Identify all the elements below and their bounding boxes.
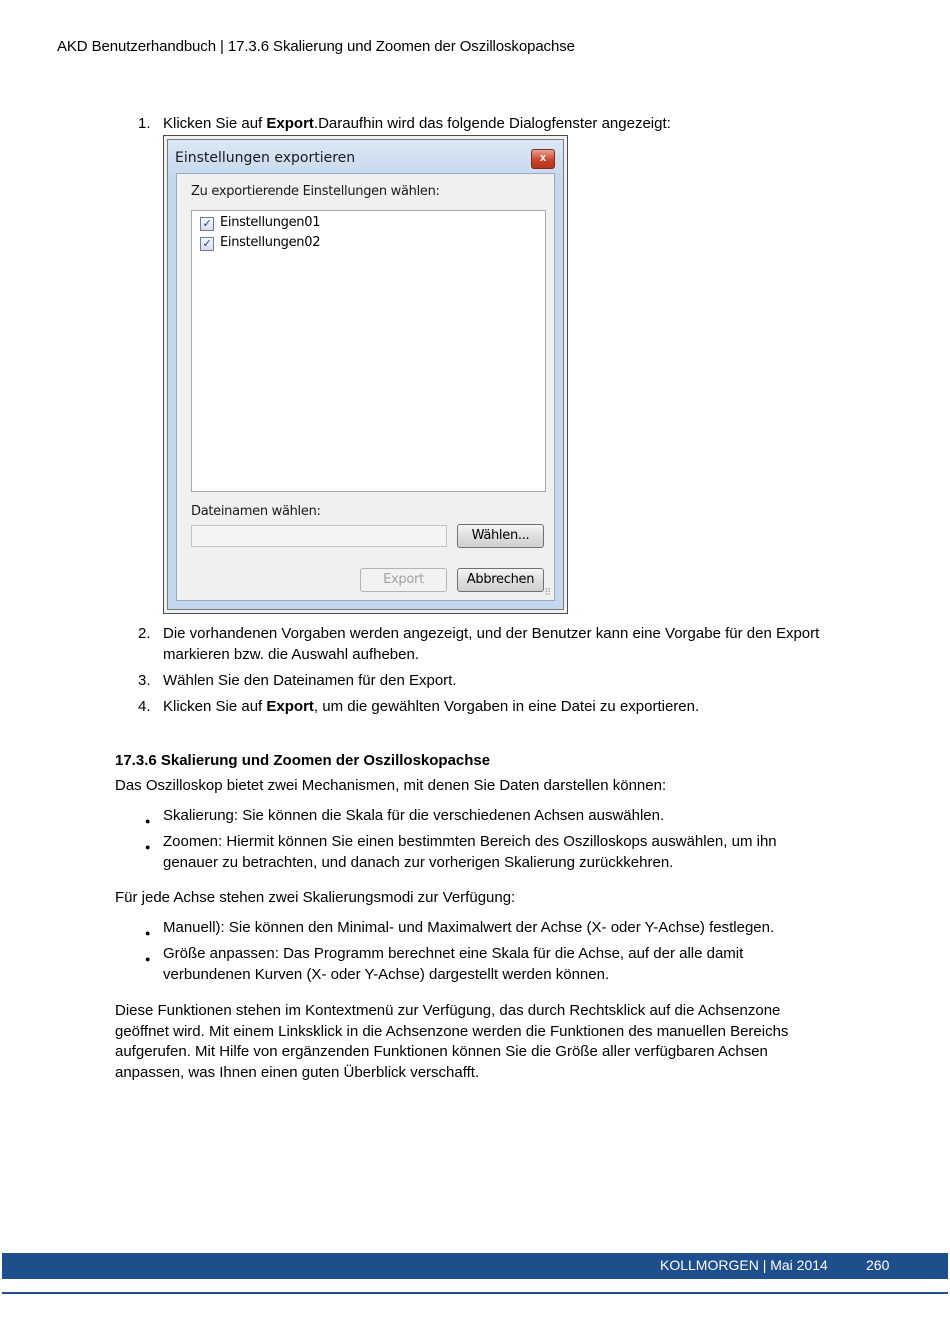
list-item-label: Einstellungen02	[220, 235, 321, 250]
choose-button[interactable]: Wählen...	[457, 524, 544, 548]
checkbox-checked-icon[interactable]: ✓	[200, 217, 214, 231]
bullet-icon: ●	[145, 816, 151, 826]
step-text: Die vorhandenen Vorgaben werden angezeigt, und der Benutzer kann eine Vorgabe für den Export markieren bzw. die Auswahl aufheben.	[163, 625, 820, 663]
checkbox-checked-icon[interactable]: ✓	[200, 237, 214, 251]
step-text	[163, 697, 833, 718]
dialog-title: Einstellungen exportieren	[175, 150, 356, 166]
step-number: 4.	[138, 698, 151, 715]
section-intro: Das Oszilloskop bietet zwei Mechanismen, mit denen Sie Daten darstellen können:	[115, 777, 667, 794]
filename-label: Dateinamen wählen:	[191, 504, 321, 519]
footer-brand: KOLLMORGEN | Mai 2014	[660, 1257, 828, 1273]
resize-grip-icon[interactable]: ⠿	[544, 587, 551, 597]
filename-field[interactable]	[191, 525, 447, 547]
paragraph: Für jede Achse stehen zwei Skalierungsmodi zur Verfügung:	[115, 889, 516, 906]
footer-divider	[2, 1292, 948, 1294]
bullet-text: Größe anpassen: Das Programm berechnet eine Skala für die Achse, auf der alle damit verbundenen Kurven (X- oder Y-Achse) dargestellt werden können.	[163, 945, 744, 983]
step-text-pre: Klicken Sie auf	[163, 698, 267, 715]
list-label: Zu exportierende Einstellungen wählen:	[191, 184, 440, 199]
step-text-post: .Daraufhin wird das folgende Dialogfenster angezeigt:	[313, 115, 671, 132]
bullet-icon: ●	[145, 954, 151, 964]
paragraph: Diese Funktionen stehen im Kontextmenü zur Verfügung, das durch Rechtsklick auf die Achsenzone geöffnet wird. Mit einem Linksklick in die Achsenzone werden die Funktionen des manuellen Bereichs aufgerufen. Mit Hilfe von ergänzenden Funktionen können Sie die Größe aller verfügbaren Achsen anpassen, was Ihnen einen guten Überblick verschafft.	[115, 1002, 789, 1081]
export-button[interactable]: Export	[360, 568, 447, 592]
step-text: Wählen Sie den Dateinamen für den Export.	[163, 672, 457, 689]
step-number: 2.	[138, 625, 151, 642]
list-item-label: Einstellungen01	[220, 215, 321, 230]
step-number: 3.	[138, 672, 151, 689]
step-number: 1.	[138, 115, 151, 132]
bullet-text: Manuell): Sie können den Minimal- und Maximalwert der Achse (X- oder Y-Achse) festlegen.	[163, 919, 775, 936]
dialog-window	[167, 139, 564, 610]
page-number: 260	[866, 1257, 890, 1273]
bullet-icon: ●	[145, 842, 151, 852]
settings-listbox[interactable]	[191, 210, 546, 492]
export-settings-dialog	[163, 135, 568, 614]
step-text-bold: Export	[266, 115, 314, 132]
bullet-text: Skalierung: Sie können die Skala für die verschiedenen Achsen auswählen.	[163, 807, 665, 824]
step-text-bold: Export	[266, 698, 314, 715]
dialog-body	[176, 173, 555, 601]
section-heading: 17.3.6 Skalierung und Zoomen der Oszilloskopachse	[115, 752, 491, 769]
bullet-icon: ●	[145, 928, 151, 938]
close-icon[interactable]: x	[531, 149, 555, 169]
bullet-text: Zoomen: Hiermit können Sie einen bestimmten Bereich des Oszilloskops auswählen, um ihn genauer zu betrachten, und danach zur vorherigen Skalierung zurückkehren.	[163, 833, 777, 871]
cancel-button[interactable]: Abbrechen	[457, 568, 544, 592]
step-text-pre: Klicken Sie auf	[163, 115, 267, 132]
step-text	[163, 114, 833, 135]
page-header: AKD Benutzerhandbuch | 17.3.6 Skalierung und Zoomen der Oszilloskopachse	[57, 38, 575, 55]
step-text-post: , um die gewählten Vorgaben in eine Datei zu exportieren.	[313, 698, 700, 715]
